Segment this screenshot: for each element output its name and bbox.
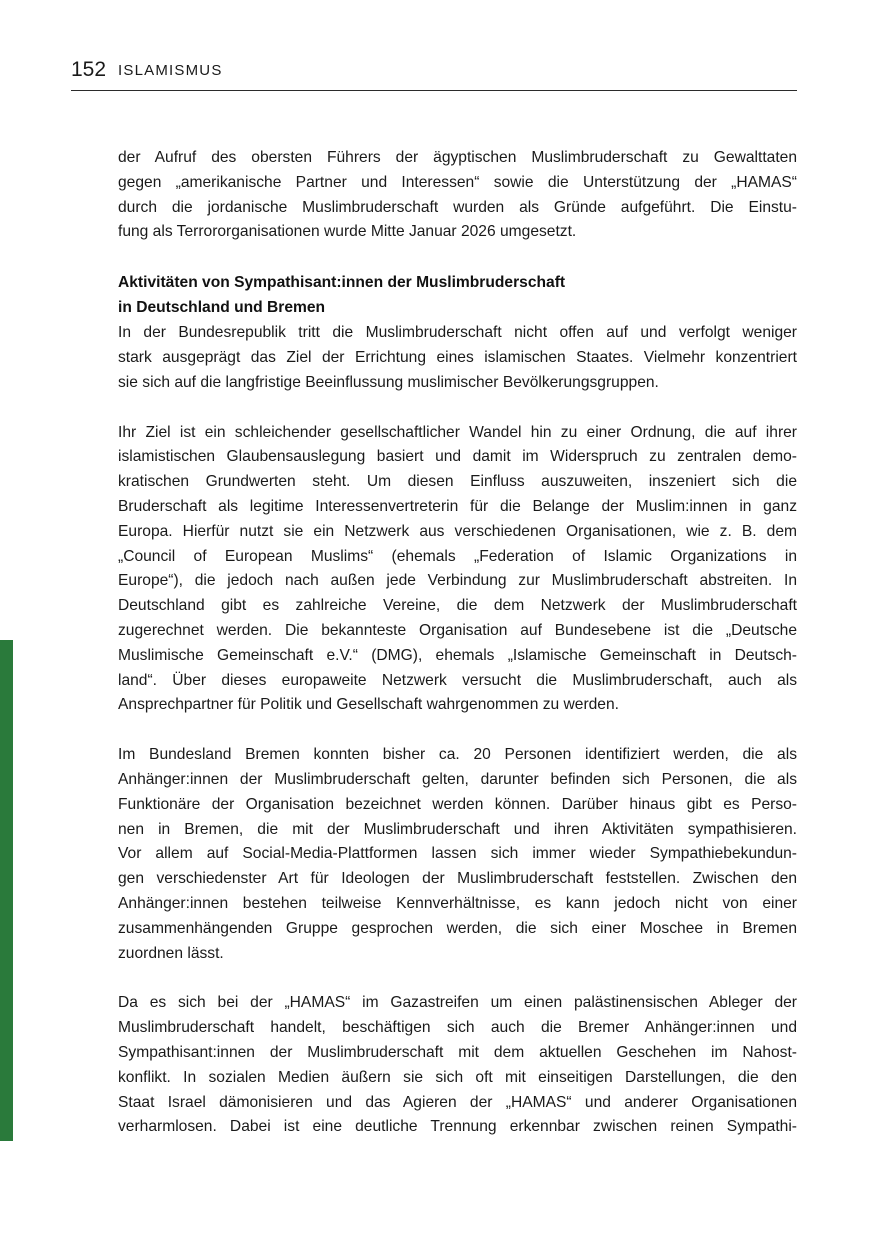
text-line: „Council of European Muslims“ (ehemals „Federation of Islamic Organizations in bbox=[118, 547, 797, 565]
text-line: Anhänger:innen bestehen teilweise Kennverhältnisse, es kann jedoch nicht von einer bbox=[118, 894, 797, 912]
text-line: nen in Bremen, die mit der Muslimbruderschaft und ihren Aktivitäten sympathisieren. bbox=[118, 820, 797, 838]
text-line: Anhänger:innen der Muslimbruderschaft gelten, darunter befinden sich Personen, die als bbox=[118, 770, 797, 788]
text-line: Im Bundesland Bremen konnten bisher ca. 20 Personen identifiziert werden, die als bbox=[118, 746, 797, 764]
text-line: Staat Israel dämonisieren und das Agieren der „HAMAS“ und anderer Organisationen bbox=[118, 1093, 797, 1111]
page-number: 152 bbox=[71, 58, 107, 81]
text-line: gen verschiedenster Art für Ideologen der Muslimbruderschaft feststellen. Zwischen den bbox=[118, 870, 797, 888]
text-line: Da es sich bei der „HAMAS“ im Gazastreifen um einen palästinensischen Ableger der bbox=[118, 994, 797, 1012]
text-line: stark ausgeprägt das Ziel der Errichtung eines islamischen Staates. Vielmehr konzentriert bbox=[118, 348, 797, 366]
section-heading-line: Aktivitäten von Sympathisant:innen der Muslimbruderschaft bbox=[118, 274, 566, 292]
paragraph bbox=[118, 321, 797, 395]
text-line: In der Bundesrepublik tritt die Muslimbruderschaft nicht offen auf und verfolgt weniger bbox=[118, 324, 797, 342]
paragraph bbox=[118, 991, 797, 1140]
text-line: Deutschland gibt es zahlreiche Vereine, die dem Netzwerk der Muslimbruderschaft bbox=[118, 597, 797, 615]
text-line: Bruderschaft als legitime Interessenvertreterin für die Belange der Muslim:innen in ganz bbox=[118, 497, 797, 515]
text-line: zusammenhängenden Gruppe gesprochen werden, die sich einer Moschee in Bremen bbox=[118, 919, 797, 937]
text-line: Muslimische Gemeinschaft e.V.“ (DMG), ehemals „Islamische Gemeinschaft in Deutsch- bbox=[118, 646, 797, 664]
paragraph bbox=[118, 743, 797, 966]
text-line: land“. Über dieses europaweite Netzwerk versucht die Muslimbruderschaft, auch als bbox=[118, 671, 797, 689]
section-heading-line: in Deutschland und Bremen bbox=[118, 298, 326, 316]
text-line: kratischen Grundwerten steht. Um diesen Einfluss auszuweiten, inszeniert sich die bbox=[118, 473, 797, 491]
body-text bbox=[118, 146, 797, 1165]
running-title: ISLAMISMUS bbox=[118, 62, 223, 79]
text-line: der Aufruf des obersten Führers der ägyptischen Muslimbruderschaft zu Gewalttaten bbox=[118, 149, 797, 166]
text-line: konflikt. In sozialen Medien äußern sie sich oft mit einseitigen Darstellungen, die den bbox=[118, 1068, 797, 1086]
text-line: Sympathisant:innen der Muslimbruderschaft mit dem aktuellen Geschehen im Nahost- bbox=[118, 1043, 797, 1061]
text-line: verharmlosen. Dabei ist eine deutliche Trennung erkennbar zwischen reinen Sympathi- bbox=[118, 1118, 797, 1136]
text-line: islamistischen Glaubensauslegung basiert und damit im Widerspruch zu zentralen demo- bbox=[118, 448, 797, 466]
chapter-side-bar bbox=[0, 640, 13, 1141]
text-line: Europe“), die jedoch nach außen jede Verbindung zur Muslimbruderschaft abstreiten. In bbox=[118, 572, 797, 590]
text-line: Muslimbruderschaft handelt, beschäftigen sich auch die Bremer Anhänger:innen und bbox=[118, 1019, 797, 1037]
text-line: fung als Terrororganisationen wurde Mitte Januar 2026 umgesetzt. bbox=[118, 223, 577, 241]
text-line: Ansprechpartner für Politik und Gesellschaft wahrgenommen zu werden. bbox=[118, 696, 619, 714]
text-line: Vor allem auf Social-Media-Plattformen lassen sich immer wieder Sympathiebekundun- bbox=[118, 845, 797, 863]
text-line: Ihr Ziel ist ein schleichender gesellschaftlicher Wandel hin zu einer Ordnung, die auf ihrer bbox=[118, 423, 797, 441]
section-heading bbox=[118, 270, 797, 320]
paragraph bbox=[118, 421, 797, 719]
text-line: Funktionäre der Organisation bezeichnet werden können. Darüber hinaus gibt es Perso- bbox=[118, 795, 797, 813]
text-line: gegen „amerikanische Partner und Interessen“ sowie die Unterstützung der „HAMAS“ bbox=[118, 173, 797, 191]
text-line: durch die jordanische Muslimbruderschaft wurden als Gründe aufgeführt. Die Einstu- bbox=[118, 198, 797, 216]
text-line: Europa. Hierfür nutzt sie ein Netzwerk aus verschiedenen Organisationen, wie z. B. dem bbox=[118, 522, 797, 540]
text-line: zugerechnet werden. Die bekannteste Organisation auf Bundesebene ist die „Deutsche bbox=[118, 621, 797, 639]
text-line: zuordnen lässt. bbox=[118, 944, 224, 962]
running-header bbox=[71, 56, 797, 91]
text-line: sie sich auf die langfristige Beeinflussung muslimischer Bevölkerungsgruppen. bbox=[118, 373, 659, 391]
paragraph bbox=[118, 146, 797, 245]
